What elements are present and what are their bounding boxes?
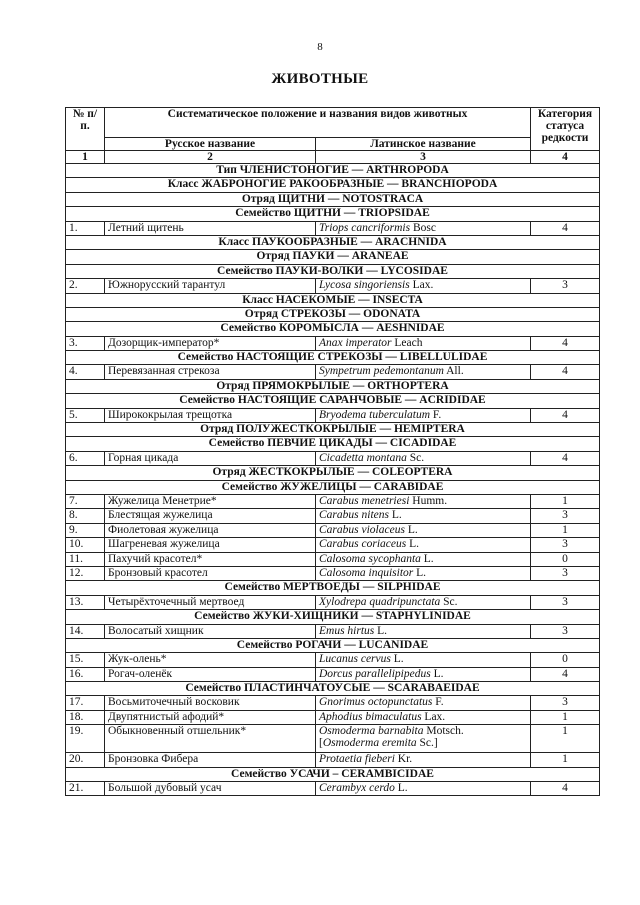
rarity-category: 4: [531, 782, 600, 796]
taxon-row: [66, 581, 600, 595]
table-subheader-row: [66, 138, 600, 151]
row-number: 19.: [66, 725, 105, 753]
latin-name-cell: [316, 653, 531, 667]
taxon-heading: Семейство НАСТОЯЩИЕ СТРЕКОЗЫ — LIBELLULIDAE: [66, 351, 600, 365]
latin-name-cell: [316, 494, 531, 508]
rarity-category: 3: [531, 624, 600, 638]
latin-name-cell: [316, 279, 531, 293]
russian-name: Жук-олень*: [105, 653, 316, 667]
latin-author: All.: [443, 365, 464, 378]
taxon-heading: Семейство ПАУКИ-ВОЛКИ — LYCOSIDAE: [66, 264, 600, 278]
column-number: 3: [316, 151, 531, 164]
header-num: № п/п.: [66, 108, 105, 151]
latin-name-cell: [316, 336, 531, 350]
taxon-heading: Семейство ПЕВЧИЕ ЦИКАДЫ — CICADIDAE: [66, 437, 600, 451]
row-number: 7.: [66, 494, 105, 508]
table-row: [66, 509, 600, 523]
rarity-category: 3: [531, 566, 600, 580]
table-row: [66, 753, 600, 767]
latin-name: Gnorimus octopunctatus: [319, 696, 433, 709]
rarity-category: 3: [531, 509, 600, 523]
rarity-category: 0: [531, 552, 600, 566]
taxon-row: [66, 437, 600, 451]
latin-name-cell: [316, 696, 531, 710]
latin-name: Osmoderma eremita: [322, 737, 417, 750]
russian-name: Волосатый хищник: [105, 624, 316, 638]
latin-name: Protaetia fieberi: [319, 753, 395, 766]
table-row: [66, 221, 600, 235]
latin-author: Leach: [391, 336, 423, 349]
taxon-row: [66, 164, 600, 178]
taxon-row: [66, 351, 600, 365]
taxon-heading: Класс ПАУКООБРАЗНЫЕ — ARACHNIDA: [66, 235, 600, 249]
page-number: 8: [317, 41, 323, 53]
column-number: 1: [66, 151, 105, 164]
russian-name: Шагреневая жужелица: [105, 538, 316, 552]
rarity-category: 1: [531, 494, 600, 508]
header-lat: Латинское название: [316, 138, 531, 151]
taxon-heading: Семейство РОГАЧИ — LUCANIDAE: [66, 638, 600, 652]
taxon-heading: Отряд ПРЯМОКРЫЛЫЕ — ORTHOPTERA: [66, 379, 600, 393]
latin-name: Carabus nitens: [319, 509, 389, 522]
row-number: 16.: [66, 667, 105, 681]
taxon-heading: Класс НАСЕКОМЫЕ — INSECTA: [66, 293, 600, 307]
taxon-row: [66, 207, 600, 221]
table-header-row: [66, 108, 600, 138]
latin-name: Cicadetta montana: [319, 451, 407, 464]
latin-name: Xylodrepa quadripunctata: [319, 595, 441, 608]
table-row: [66, 696, 600, 710]
taxon-row: [66, 322, 600, 336]
rarity-category: 1: [531, 523, 600, 537]
row-number: 3.: [66, 336, 105, 350]
latin-name-cell: [316, 710, 531, 724]
taxon-heading: Семейство ЖУКИ-ХИЩНИКИ — STAPHYLINIDAE: [66, 610, 600, 624]
table-row: [66, 552, 600, 566]
rarity-category: 1: [531, 753, 600, 767]
rarity-category: 4: [531, 365, 600, 379]
table-row: [66, 624, 600, 638]
latin-author: Humm.: [409, 494, 448, 507]
table-row: [66, 408, 600, 422]
taxon-row: [66, 767, 600, 781]
taxon-heading: Семейство НАСТОЯЩИЕ САРАНЧОВЫЕ — ACRIDIDAE: [66, 394, 600, 408]
table-row: [66, 451, 600, 465]
latin-name-cell: [316, 509, 531, 523]
row-number: 4.: [66, 365, 105, 379]
latin-name: Anax imperator: [319, 336, 392, 349]
taxon-heading: Отряд СТРЕКОЗЫ — ODONATA: [66, 307, 600, 321]
rarity-category: 1: [531, 725, 600, 753]
row-number: 17.: [66, 696, 105, 710]
latin-author: L.: [406, 538, 419, 551]
table-row: [66, 782, 600, 796]
rarity-category: 4: [531, 408, 600, 422]
latin-name: Dorcus parallelipipedus: [319, 667, 431, 680]
latin-name: Aphodius bimaculatus: [319, 710, 422, 723]
latin-name: Osmoderma barnabita: [319, 725, 424, 738]
russian-name: Ширококрылая трещотка: [105, 408, 316, 422]
table-body: [66, 164, 600, 796]
row-number: 21.: [66, 782, 105, 796]
latin-author: Motsch.: [423, 725, 464, 738]
taxon-row: [66, 235, 600, 249]
row-number: 20.: [66, 753, 105, 767]
taxon-row: [66, 192, 600, 206]
row-number: 18.: [66, 710, 105, 724]
taxon-row: [66, 610, 600, 624]
taxon-row: [66, 264, 600, 278]
row-number: 9.: [66, 523, 105, 537]
latin-author: L.: [413, 566, 427, 579]
russian-name: Летний щитень: [105, 221, 316, 235]
taxon-heading: Семейство КОРОМЫСЛА — AESHNIDAE: [66, 322, 600, 336]
row-number: 1.: [66, 221, 105, 235]
latin-name: Emus hirtus: [319, 624, 375, 637]
table-row: [66, 523, 600, 537]
latin-name-cell: [316, 624, 531, 638]
row-number: 2.: [66, 279, 105, 293]
russian-name: Перевязанная стрекоза: [105, 365, 316, 379]
header-category: Категория статуса редкости: [531, 108, 600, 151]
russian-name: Блестящая жужелица: [105, 509, 316, 523]
table-row: [66, 279, 600, 293]
column-number: 4: [531, 151, 600, 164]
rarity-category: 0: [531, 653, 600, 667]
taxon-heading: Семейство МЕРТВОЕДЫ — SILPHIDAE: [66, 581, 600, 595]
russian-name: Фиолетовая жужелица: [105, 523, 316, 537]
latin-name-cell: [316, 523, 531, 537]
taxon-row: [66, 250, 600, 264]
column-number-row: [66, 151, 600, 164]
latin-author: Sc.: [440, 595, 458, 608]
taxon-heading: Отряд ПОЛУЖЕСТКОКРЫЛЫЕ — HEMIPTERA: [66, 423, 600, 437]
latin-author: L.: [430, 667, 444, 680]
latin-name-cell: [316, 451, 531, 465]
row-number: 8.: [66, 509, 105, 523]
latin-author: Lax.: [421, 710, 446, 723]
russian-name: Четырёхточечный мертвоед: [105, 595, 316, 609]
latin-name: Lucanus cervus: [319, 653, 391, 666]
taxon-heading: Семейство ЖУЖЕЛИЦЫ — CARABIDAE: [66, 480, 600, 494]
taxon-row: [66, 466, 600, 480]
latin-author: Lax.: [409, 279, 434, 292]
taxon-heading: Семейство ЩИТНИ — TRIOPSIDAE: [66, 207, 600, 221]
rarity-category: 4: [531, 336, 600, 350]
latin-name-cell: [316, 667, 531, 681]
row-number: 13.: [66, 595, 105, 609]
table-row: [66, 538, 600, 552]
latin-name: Carabus coriaceus: [319, 538, 407, 551]
table-row: [66, 710, 600, 724]
latin-name-cell: [316, 365, 531, 379]
taxon-row: [66, 379, 600, 393]
page-title: ЖИВОТНЫЕ: [271, 71, 369, 87]
rarity-category: 4: [531, 451, 600, 465]
russian-name: Бронзовый красотел: [105, 566, 316, 580]
table-row: [66, 653, 600, 667]
table-row: [66, 725, 600, 753]
latin-author: Sc.: [406, 451, 425, 464]
table-row: [66, 667, 600, 681]
latin-name-cell: [316, 566, 531, 580]
header-systematic: Систематическое положение и названия видов животных: [105, 108, 531, 138]
rarity-category: 3: [531, 696, 600, 710]
taxon-heading: Отряд ЩИТНИ — NOTOSTRACA: [66, 192, 600, 206]
rarity-category: 3: [531, 595, 600, 609]
russian-name: Восьмиточечный восковик: [105, 696, 316, 710]
latin-name: Calosoma sycophanta: [319, 552, 421, 565]
taxon-row: [66, 423, 600, 437]
latin-name-cell: [316, 408, 531, 422]
latin-author: F.: [432, 696, 444, 709]
russian-name: Рогач-оленёк: [105, 667, 316, 681]
header-rus: Русское название: [105, 138, 316, 151]
latin-name: Sympetrum pedemontanum: [319, 365, 444, 378]
taxon-row: [66, 638, 600, 652]
latin-author: L.: [390, 653, 404, 666]
latin-author: Bosc: [410, 221, 436, 234]
taxon-heading: Семейство ПЛАСТИНЧАТОУСЫЕ — SCARABAEIDAE: [66, 682, 600, 696]
latin-name-cell: [316, 595, 531, 609]
column-number: 2: [105, 151, 316, 164]
latin-name: Carabus menetriesi: [319, 494, 410, 507]
rarity-category: 3: [531, 279, 600, 293]
row-number: 14.: [66, 624, 105, 638]
species-table: [65, 107, 600, 796]
russian-name: Двупятнистый афодий*: [105, 710, 316, 724]
rarity-category: 1: [531, 710, 600, 724]
row-number: 15.: [66, 653, 105, 667]
row-number: 5.: [66, 408, 105, 422]
latin-author: L.: [404, 523, 418, 536]
rarity-category: 4: [531, 221, 600, 235]
row-number: 12.: [66, 566, 105, 580]
taxon-heading: Отряд ПАУКИ — ARANEAE: [66, 250, 600, 264]
table-row: [66, 566, 600, 580]
taxon-row: [66, 307, 600, 321]
table-row: [66, 336, 600, 350]
russian-name: Большой дубовый усач: [105, 782, 316, 796]
latin-name: Calosoma inquisitor: [319, 566, 414, 579]
russian-name: Пахучий красотел*: [105, 552, 316, 566]
rarity-category: 3: [531, 538, 600, 552]
russian-name: Бронзовка Фибера: [105, 753, 316, 767]
table-row: [66, 595, 600, 609]
latin-name: Carabus violaceus: [319, 523, 405, 536]
row-number: 10.: [66, 538, 105, 552]
latin-author: F.: [430, 408, 442, 421]
taxon-row: [66, 480, 600, 494]
latin-name: Triops cancriformis: [319, 221, 411, 234]
latin-author: L.: [394, 782, 408, 795]
latin-author: L.: [374, 624, 388, 637]
taxon-heading: Класс ЖАБРОНОГИЕ РАКООБРАЗНЫЕ — BRANCHIOPODA: [66, 178, 600, 192]
russian-name: Южнорусский тарантул: [105, 279, 316, 293]
taxon-heading: Семейство УСАЧИ – CERAMBICIDAE: [66, 767, 600, 781]
latin-name: Cerambyx cerdo: [319, 782, 395, 795]
latin-author: L.: [388, 509, 402, 522]
taxon-heading: Тип ЧЛЕНИСТОНОГИЕ — ARTHROPODA: [66, 164, 600, 178]
latin-author: Sc.: [416, 737, 434, 750]
latin-name: Lycosa singoriensis: [319, 279, 410, 292]
row-number: 6.: [66, 451, 105, 465]
latin-name-cell: [316, 782, 531, 796]
russian-name: Жужелица Менетрие*: [105, 494, 316, 508]
row-number: 11.: [66, 552, 105, 566]
latin-name-cell: [316, 221, 531, 235]
latin-name: Bryodema tuberculatum: [319, 408, 431, 421]
latin-name-cell: Osmoderma barnabita Motsch. [Osmoderma eremita Sc.]: [316, 725, 531, 753]
russian-name: Дозорщик-император*: [105, 336, 316, 350]
russian-name: Обыкновенный отшельник*: [105, 725, 316, 753]
taxon-row: [66, 178, 600, 192]
taxon-row: [66, 293, 600, 307]
table-row: [66, 365, 600, 379]
latin-name-cell: [316, 538, 531, 552]
taxon-row: [66, 682, 600, 696]
taxon-row: [66, 394, 600, 408]
latin-author: Kr.: [394, 753, 413, 766]
rarity-category: 4: [531, 667, 600, 681]
russian-name: Горная цикада: [105, 451, 316, 465]
table-row: [66, 494, 600, 508]
taxon-heading: Отряд ЖЕСТКОКРЫЛЫЕ — COLEOPTERA: [66, 466, 600, 480]
latin-name-cell: [316, 552, 531, 566]
latin-author: L.: [420, 552, 434, 565]
latin-name-cell: [316, 753, 531, 767]
